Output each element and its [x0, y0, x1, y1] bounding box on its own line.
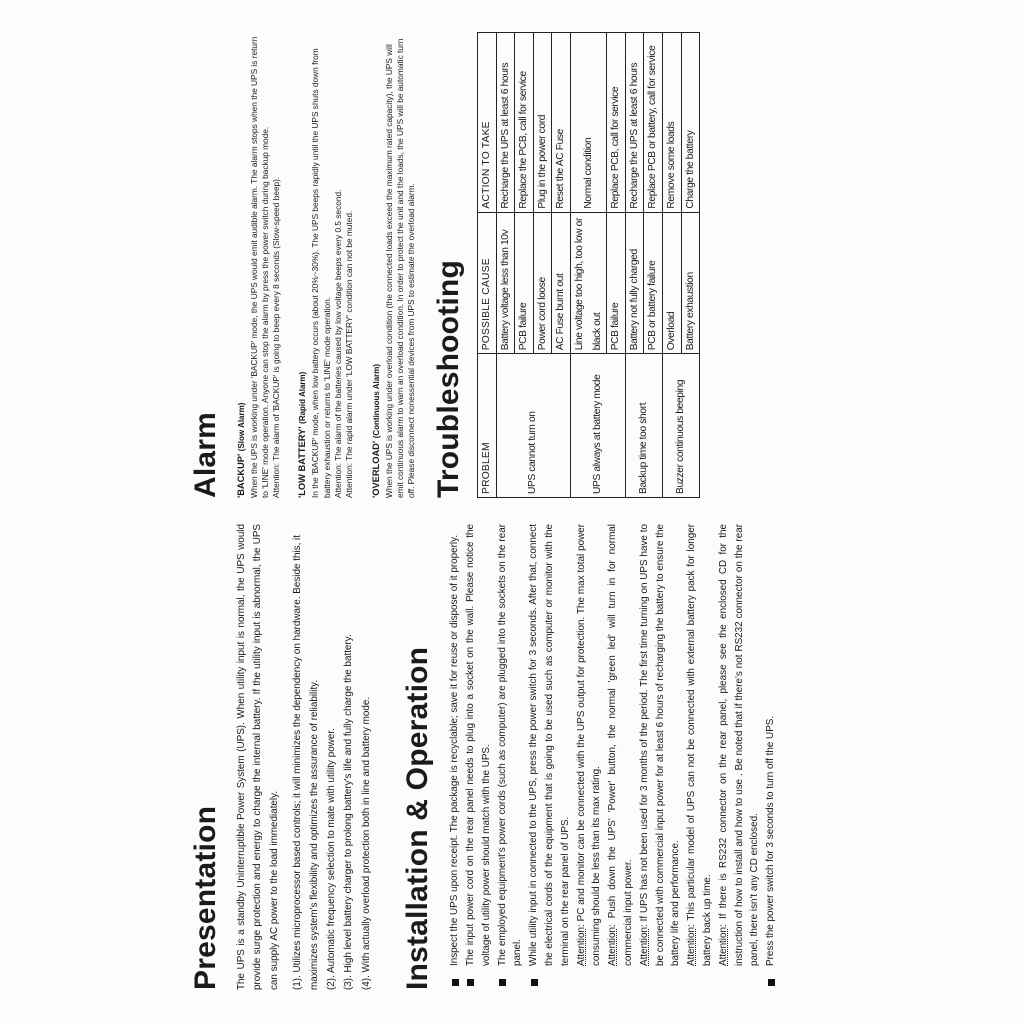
alarm-section-backup [234, 30, 283, 498]
alarm-section-title: 'OVERLOAD' (Continuous Alarm) [370, 363, 381, 498]
installation-step [447, 524, 463, 990]
cause-cell: Battery voltage less than 10v [496, 212, 515, 354]
problem-cell: UPS cannot turn on [496, 354, 570, 498]
step-text: The input power cord on the rear panel needs to plug into a socket on the wall. Please notice the voltage of utility power should match with the UPS. [464, 524, 492, 966]
left-column [0, 512, 779, 1024]
alarm-text: Attention: The alarm of the batteries caused by low voltage beeps every 0.5 second. [332, 189, 343, 498]
alarm-section-title: 'BACKUP' (Slow Alarm) [235, 402, 246, 498]
action-cell: Charge the battery [681, 33, 700, 213]
alarm-heading: Alarm [189, 411, 222, 498]
cause-cell: Battery not fully charged [625, 212, 644, 354]
attention-text: : PC and monitor can be connected with the UPS output for protection. The max total power consuming should be less than its max rating. [575, 524, 603, 966]
presentation-intro: The UPS is a standby Uninterruptible Power System (UPS). When utility input is normal, the UPS would provide surge protection and energy to charge the internal battery. If the utility input is abnormal, the UPS can supply AC power to the load immediately. [235, 524, 281, 990]
problem-cell: Backup time too short [625, 354, 662, 498]
attention-note [605, 524, 637, 966]
step-text: Press the power switch for 3 seconds to turn off the UPS. [765, 715, 777, 966]
feature-item: (4). With actually overload protection both in line and battery mode. [360, 696, 372, 990]
cause-cell: Power cord loose [533, 212, 552, 354]
installation-heading: Installation & Operation [400, 646, 434, 990]
column-header: ACTION TO TAKE [477, 33, 496, 213]
alarm-section-title: 'LOW BATTERY' (Rapid Alarm) [297, 371, 308, 498]
step-text: The employed equipment's power cords (such as computer) are plugged into the sockets on the rear panel. [496, 524, 524, 966]
problem-cell: Buzzer continuous beeping [662, 354, 699, 498]
action-cell: Plug in the power cord [533, 33, 552, 213]
action-cell: Reset the AC Fuse [552, 33, 571, 213]
bullet-square-icon [452, 979, 459, 986]
alarm-text: When the UPS is working under 'BACKUP' mode, the UPS would emit audible alarm. The alarm stops when the UPS is return to 'LINE' mode operation. Anyone can stop the alarm by press the power switch during backup mode. [248, 36, 270, 498]
action-cell: Recharge the UPS at least 6 hours [625, 33, 644, 213]
action-cell: Replace PCB or battery, call for service [644, 33, 663, 213]
installation-step [526, 524, 763, 990]
attention-label: Attention [717, 927, 729, 966]
cause-cell: PCB or battery failure [644, 212, 663, 354]
feature-list [290, 524, 376, 990]
attention-text: : Push down the UPS' 'Power' button, the normal 'green led' will turn in for normal commercial input power. [607, 524, 634, 966]
attention-label: Attention [607, 927, 619, 966]
presentation-heading: Presentation [189, 805, 222, 990]
attention-text: : If UPS has not been used for 3 months of the period. The first time turning on UPS have to be connected with commercial input power for at least 6 hours of recharging the battery to ensure the battery life and performance. [638, 524, 682, 966]
cause-cell: PCB failure [607, 212, 626, 354]
troubleshooting-heading: Troubleshooting [432, 260, 466, 498]
alarm-section-low-battery [295, 30, 355, 498]
action-cell: Normal condition [570, 33, 606, 213]
cause-cell: Line voltage too high, too low or black out [570, 212, 606, 354]
feature-item: (2). Automatic frequency selection to mate with utility power. [326, 728, 338, 990]
right-column [0, 0, 700, 512]
action-cell: Replace PCB, call for service [607, 33, 626, 213]
alarm-text: Attention: The alarm of 'BACKUP' is going to beep every 8 seconds (Slow-speed beep). [271, 176, 282, 498]
alarm-text: Attention: The rapid alarm under 'LOW BATTERY' condition can not be muted. [344, 210, 355, 498]
attention-note [574, 524, 606, 966]
attention-label: Attention [638, 927, 650, 966]
table-row [662, 33, 681, 498]
cause-cell: Battery exhaustion [681, 212, 700, 354]
installation-step [463, 524, 495, 990]
troubleshooting-table [477, 32, 700, 498]
table-row [625, 33, 644, 498]
attention-text: : This particular model of UPS can not be connected with external battery pack for longer battery back up time. [686, 524, 713, 966]
table-row [496, 33, 515, 498]
attention-label: Attention [575, 927, 587, 966]
table-row [570, 33, 606, 498]
alarm-text: In the 'BACKUP' mode, when low battery occurs (about 20%~30%). The UPS beeps rapidly until the UPS shuts down from battery exhaustion or returns to 'LINE' mode operation. [310, 48, 332, 498]
attention-note [637, 524, 684, 966]
action-cell: Replace the PCB, call for service [515, 33, 534, 213]
attention-note [716, 524, 763, 966]
bullet-square-icon [768, 979, 775, 986]
alarm-text: When the UPS is working under overload condition (the connected loads exceed the maximum rated capacity), the UPS will emit continuous alarm to warn an overload condition. In order to protect the unit and the loads, the UPS will be automatic turn off. Please disconnect nonessential devices from UPS to estimate the overload alarm. [383, 38, 417, 498]
problem-cell: UPS always at battery mode [570, 354, 625, 498]
action-cell: Recharge the UPS at least 6 hours [496, 33, 515, 213]
bullet-square-icon [467, 979, 474, 986]
bullet-square-icon [531, 979, 538, 986]
bullet-square-icon [499, 979, 506, 986]
step-text: While utility input in connected to the UPS, press the power switch for 3 seconds. After that, connect the electrical cords of the equipment that is going to be used such as computer or monitor with the terminal on the rear panel of UPS. [528, 524, 571, 966]
step-text: Inspect the UPS upon receipt. The package is recyclable; save it for reuse or dispose of it properly. [449, 534, 461, 966]
action-cell: Remove some loads [662, 33, 681, 213]
table-header-row [477, 33, 496, 498]
feature-item: (3). High level battery charger to prolong battery's life and fully charge the battery. [343, 634, 355, 990]
cause-cell: PCB failure [515, 212, 534, 354]
alarm-section-overload [369, 30, 418, 498]
cause-cell: AC Fuse burnt out [552, 212, 571, 354]
feature-item: (1). Utilizes microprocessor based controls; it will minimizes the dependency on hardware. Beside this, it maximizes system's flexibility and optimizes the assurance of reliability. [291, 535, 320, 990]
column-header: POSSIBLE CAUSE [477, 212, 496, 354]
column-header: PROBLEM [477, 354, 496, 498]
installation-step [495, 524, 527, 990]
cause-cell: Overload [662, 212, 681, 354]
installation-step [763, 524, 779, 990]
attention-text: : If there is RS232 connector on the rear panel, please see the enclosed CD for the instruction of how to install and how to use . Be noted that if there's not RS232 connector on the rear panel, there isn't any CD enclosed. [717, 524, 761, 966]
attention-label: Attention [686, 927, 698, 966]
installation-list [447, 524, 779, 990]
attention-note [684, 524, 716, 966]
